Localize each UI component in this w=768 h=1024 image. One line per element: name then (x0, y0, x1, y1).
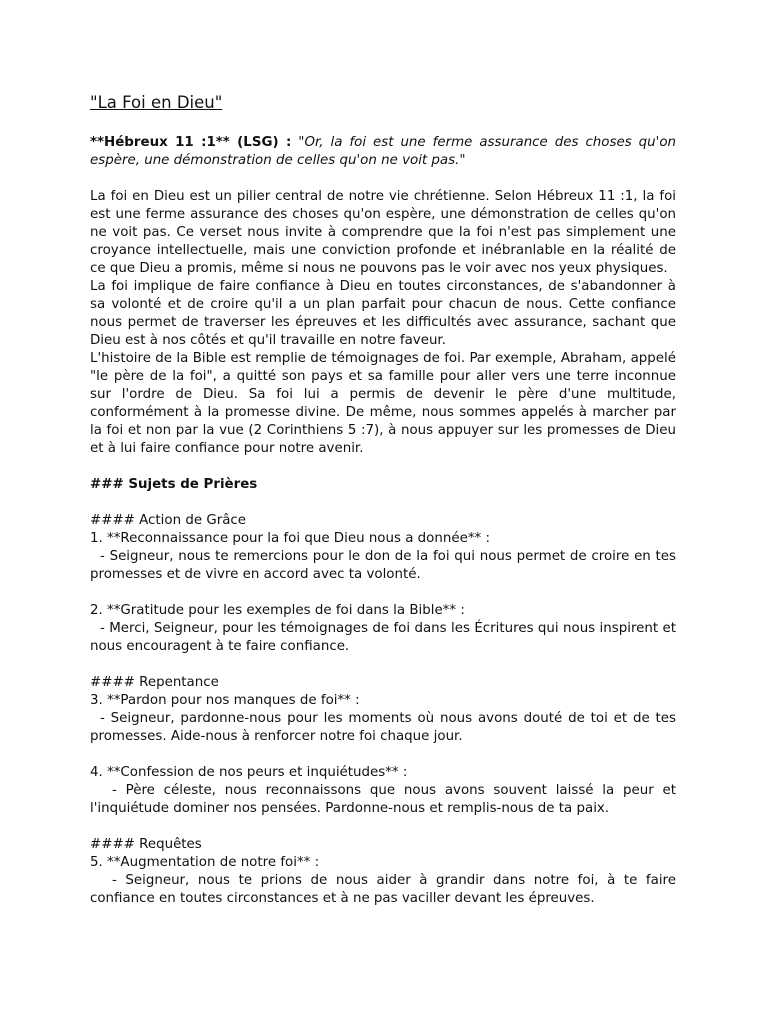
document-title: "La Foi en Dieu" (90, 93, 223, 112)
prayer-item-body: - Seigneur, nous te prions de nous aider à grandir dans notre foi, à te faire confiance en toutes circonstances et à ne pas vaciller devant les épreuves. (90, 873, 676, 906)
prayer-item-body: - Seigneur, pardonne-nous pour les moments où nous avons douté de toi et de tes promesses. Aide-nous à renforcer notre foi chaque jour. (90, 711, 676, 744)
quote-open-mark: " (291, 135, 305, 150)
section-heading-action-de-grace: #### Action de Grâce (90, 513, 247, 528)
prayer-item-title: 3. **Pardon pour nos manques de foi** : (90, 693, 360, 708)
verse-reference: **Hébreux 11 :1** (LSG) : (90, 135, 292, 150)
verse-quote (90, 134, 676, 170)
prayer-item-body: - Seigneur, nous te remercions pour le don de la foi qui nous permet de croire en tes promesses et de vivre en accord avec ta volonté. (90, 549, 676, 582)
prayer-item-body: - Merci, Seigneur, pour les témoignages de foi dans les Écritures qui nous inspirent et nous encouragent à te faire confiance. (90, 621, 676, 654)
section-heading-repentance: #### Repentance (90, 675, 219, 690)
prayer-item-title: 1. **Reconnaissance pour la foi que Dieu nous a donnée** : (90, 531, 490, 546)
prayer-item-title: 4. **Confession de nos peurs et inquiétudes** : (90, 765, 408, 780)
paragraph-1: La foi en Dieu est un pilier central de notre vie chrétienne. Selon Hébreux 11 :1, la foi est une ferme assurance des choses qu'on espère, une démonstration de celles qu'on ne voit pas. Ce verset nous invite à comprendre que la foi n'est pas simplement une croyance intellectuelle, mais une conviction profonde et inébranlable en la réalité de ce que Dieu a promis, même si nous ne pouvons pas le voir avec nos yeux physiques. (90, 189, 676, 276)
section-heading-requetes: #### Requêtes (90, 837, 202, 852)
quote-close-mark: " (459, 153, 466, 168)
verse-text: Or, la foi est une ferme assurance des choses qu'on espère, une démonstration de celles qu'on ne voit pas. (90, 135, 676, 168)
paragraph-3: L'histoire de la Bible est remplie de témoignages de foi. Par exemple, Abraham, appelé "le père de la foi", a quitté son pays et sa famille pour aller vers une terre inconnue sur l'ordre de Dieu. Sa foi lui a permis de devenir le père d'une multitude, conformément à la promesse divine. De même, nous sommes appelés à marcher par la foi et non par la vue (2 Corinthiens 5 :7), à nous appuyer sur les promesses de Dieu et à lui faire confiance pour notre avenir. (90, 351, 676, 456)
document-page (90, 92, 676, 908)
prayer-item-title: 2. **Gratitude pour les exemples de foi dans la Bible** : (90, 603, 465, 618)
prayer-item-body: - Père céleste, nous reconnaissons que nous avons souvent laissé la peur et l'inquiétude dominer nos pensées. Pardonne-nous et remplis-nous de ta paix. (90, 783, 676, 816)
prayer-item-title: 5. **Augmentation de notre foi** : (90, 855, 320, 870)
prayers-heading: ### Sujets de Prières (90, 477, 258, 492)
paragraph-2: La foi implique de faire confiance à Dieu en toutes circonstances, de s'abandonner à sa volonté et de croire qu'il a un plan parfait pour chacun de nous. Cette confiance nous permet de traverser les épreuves et les difficultés avec assurance, sachant que Dieu est à nos côtés et qu'il travaille en notre faveur. (90, 279, 676, 348)
